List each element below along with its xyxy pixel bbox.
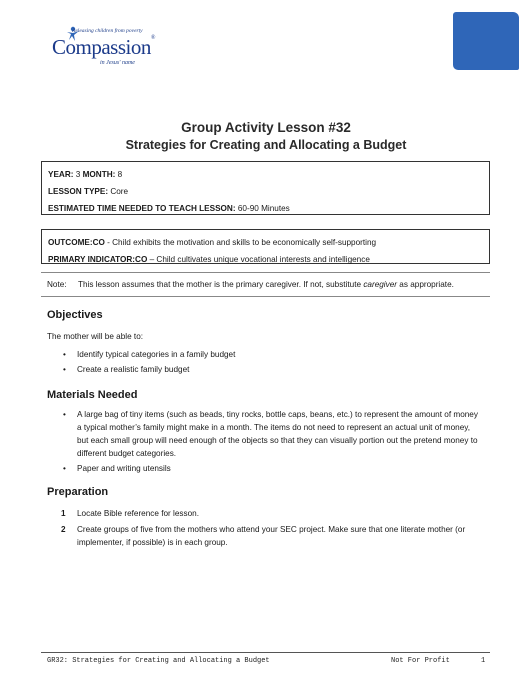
materials-list [63, 408, 483, 477]
list-item: • Paper and writing utensils [63, 464, 171, 473]
logo-brand: Compassion® [52, 35, 155, 59]
outcome-line: OUTCOME:CO - Child exhibits the motivation and skills to be economically self-supporting [48, 238, 377, 247]
outcome-box [41, 229, 490, 264]
primary-indicator-line: PRIMARY INDICATOR:CO – Child cultivates unique vocational interests and intelligence [48, 255, 370, 264]
year-month-line: YEAR: 3 MONTH: 8 [48, 170, 123, 179]
list-item: 2 Create groups of five from the mothers who attend your SEC project. Make sure that one literate mother (or implementer, if possible) is in each group. [61, 525, 466, 547]
lesson-title: Group Activity Lesson #32 [181, 120, 351, 135]
materials-heading: Materials Needed [47, 389, 138, 401]
list-item: • Identify typical categories in a family budget [63, 350, 236, 359]
estimated-time-line: ESTIMATED TIME NEEDED TO TEACH LESSON: 60-90 Minutes [48, 204, 290, 213]
compassion-logo [52, 24, 164, 70]
page-footer [41, 652, 490, 665]
list-item: • A large bag of tiny items (such as beads, tiny rocks, bottle caps, beans, etc.) to represent the amount of money a typical mother’s family might make in a month. The items do not need to represent an actual unit of money, but each small group will need enough of the objects so that they can visually portion out the pretend money to different budget categories. [63, 410, 478, 458]
objectives-intro: The mother will be able to: [47, 332, 144, 341]
decorative-blue-block [453, 12, 519, 70]
lesson-info-box [41, 161, 490, 215]
page-number: 1 [481, 657, 486, 665]
logo-tagline: Releasing children from poverty [72, 28, 143, 34]
logo-subtext: in Jesus' name [100, 60, 135, 66]
footer-label: Not For Profit [391, 657, 450, 665]
preparation-list [63, 507, 498, 552]
footer-title: GR32: Strategies for Creating and Allocating a Budget [47, 657, 270, 665]
objectives-list [63, 348, 235, 378]
note-label: Note: [47, 280, 67, 289]
objectives-heading: Objectives [47, 309, 103, 321]
lesson-subtitle: Strategies for Creating and Allocating a Budget [125, 138, 407, 152]
list-item: 1 Locate Bible reference for lesson. [61, 509, 199, 518]
lesson-type-line: LESSON TYPE: Core [48, 187, 129, 196]
note-bar: Note: This lesson assumes that the mother is the primary caregiver. If not, substitute caregiver as appropriate. [41, 272, 490, 297]
list-item: • Create a realistic family budget [63, 365, 190, 374]
preparation-heading: Preparation [47, 486, 109, 498]
